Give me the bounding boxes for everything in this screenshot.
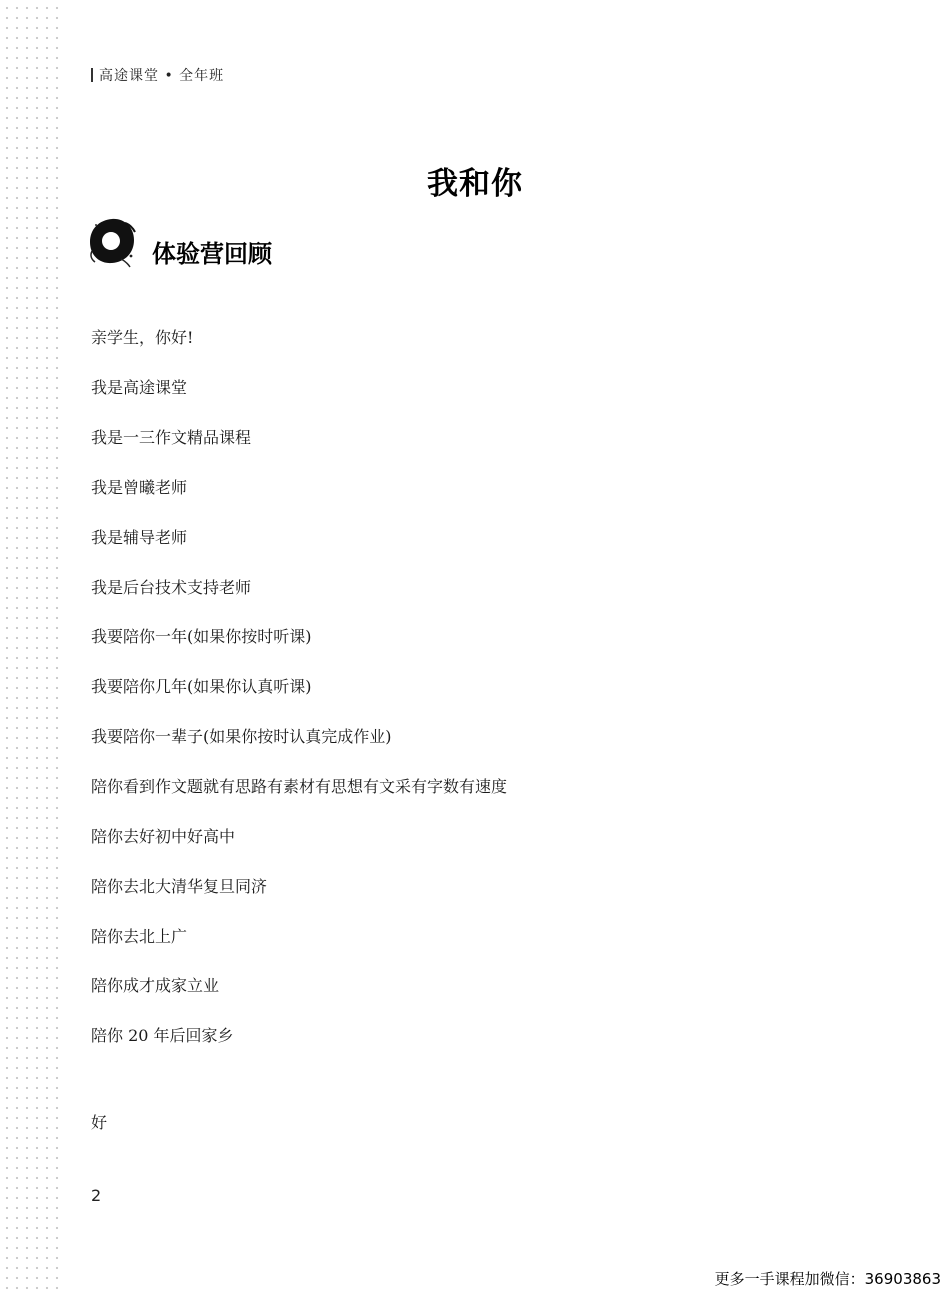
body-line: 陪你看到作文题就有思路有素材有思想有文采有字数有速度 (91, 777, 508, 796)
header-bar (91, 68, 93, 82)
body-line: 我是一三作文精品课程 (91, 428, 252, 447)
body-line: 陪你 20 年后回家乡 (91, 1026, 234, 1045)
ink-circle-icon (87, 215, 137, 269)
footer-note: 更多一手课程加微信：36903863 (714, 1270, 941, 1288)
page-title: 我和你 (427, 166, 523, 202)
section-heading (87, 215, 272, 269)
page-number: 2 (91, 1186, 102, 1205)
body-line: 我要陪你几年(如果你认真听课) (91, 677, 312, 696)
section-title: 体验营回顾 (152, 240, 272, 268)
body-line: 我要陪你一辈子(如果你按时认真完成作业) (91, 727, 392, 746)
page-header (91, 66, 224, 84)
body-line: 我是后台技术支持老师 (91, 578, 252, 597)
body-line: 亲学生，你好! (91, 328, 194, 347)
body-line: 陪你成才成家立业 (91, 976, 220, 995)
body-line: 我是辅导老师 (91, 528, 188, 547)
body-line: 陪你去北大清华复旦同济 (91, 877, 268, 896)
body-line: 我是曾曦老师 (91, 478, 188, 497)
body-line: 陪你去好初中好高中 (91, 827, 236, 846)
body-line: 我要陪你一年(如果你按时听课) (91, 627, 312, 646)
header-series-label: 高途课堂 • 全年班 (99, 68, 225, 84)
closing-line: 好 (91, 1113, 108, 1132)
body-line: 我是高途课堂 (91, 378, 188, 397)
body-line: 陪你去北上广 (91, 927, 188, 946)
